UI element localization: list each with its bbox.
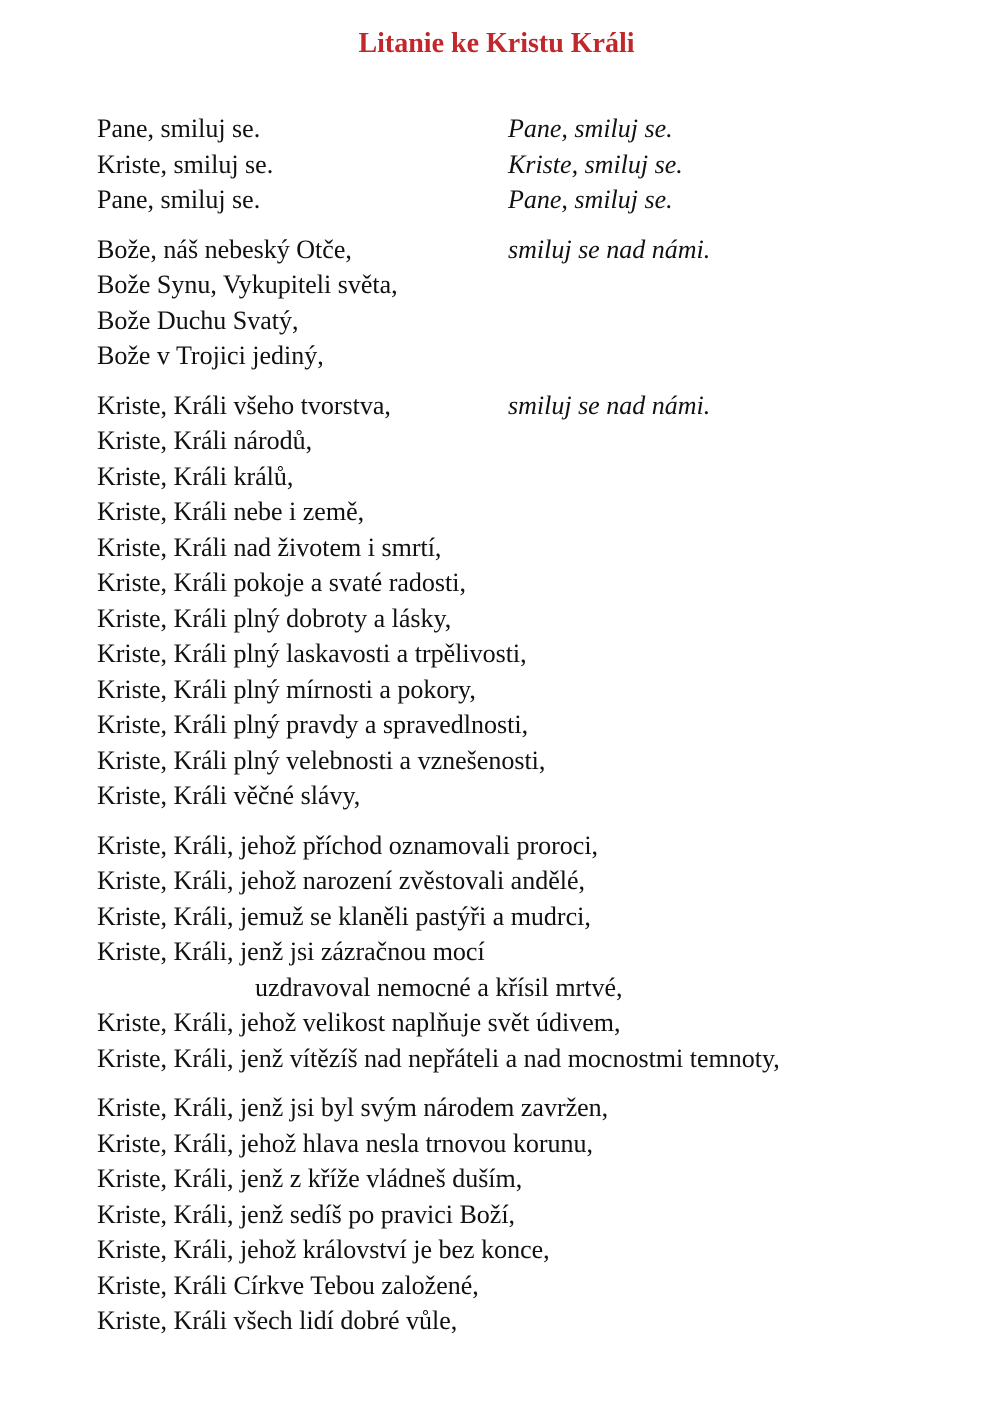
litany-response: Kriste, smiluj se. — [508, 149, 683, 179]
litany-line — [97, 636, 963, 672]
litany-call: Kriste, Králi pokoje a svaté radosti, — [97, 568, 466, 597]
litany-line — [97, 1005, 963, 1041]
litany-line — [97, 565, 963, 601]
litany-text — [0, 111, 993, 1339]
litany-line — [97, 182, 963, 218]
litany-line — [97, 1197, 963, 1233]
litany-block — [97, 388, 963, 814]
litany-call: Kriste, Králi věčné slávy, — [97, 781, 361, 810]
litany-line — [97, 778, 963, 814]
litany-block — [97, 111, 963, 218]
litany-call: Kriste, Králi, jenž sedíš po pravici Boží, — [97, 1199, 516, 1229]
litany-response: Pane, smiluj se. — [508, 114, 673, 143]
litany-call: Kriste, Králi, jehož velikost naplňuje svět údivem, — [97, 1008, 621, 1037]
litany-line — [97, 1232, 963, 1268]
litany-call: Bože, náš nebeský Otče, — [97, 234, 352, 264]
litany-line — [97, 1126, 963, 1162]
litany-line — [97, 459, 963, 495]
litany-call: Kriste, Králi plný laskavosti a trpělivosti, — [97, 639, 527, 668]
litany-line — [97, 423, 963, 459]
litany-call: Bože v Trojici jediný, — [97, 341, 324, 370]
litany-line — [97, 147, 963, 183]
litany-line — [97, 899, 963, 935]
litany-line — [97, 530, 963, 566]
litany-call: Kriste, Králi plný velebnosti a vznešenosti, — [97, 745, 546, 775]
litany-line — [97, 934, 963, 970]
litany-block — [97, 828, 963, 1077]
litany-line — [97, 828, 963, 864]
litany-call: Kriste, Králi plný pravdy a spravedlnosti, — [97, 710, 529, 739]
litany-block — [97, 232, 963, 374]
litany-line — [97, 1303, 963, 1339]
litany-line — [97, 232, 963, 268]
litany-line — [97, 1268, 963, 1304]
litany-line — [97, 1041, 963, 1077]
litany-line — [97, 1161, 963, 1197]
litany-call: uzdravoval nemocné a křísil mrtvé, — [255, 972, 623, 1002]
litany-line — [97, 303, 963, 339]
litany-call: Bože Duchu Svatý, — [97, 305, 299, 335]
litany-call: Kriste, Králi nad životem i smrtí, — [97, 532, 442, 562]
litany-call: Kriste, Králi, jenž z kříže vládneš duším, — [97, 1164, 523, 1193]
litany-line — [97, 338, 963, 374]
litany-call: Pane, smiluj se. — [97, 185, 261, 214]
litany-line — [97, 707, 963, 743]
litany-call: Kriste, Králi, jenž vítězíš nad nepřáteli a nad mocnostmi temnoty, — [97, 1043, 780, 1073]
litany-line — [97, 388, 963, 424]
litany-call: Kriste, Králi, jehož příchod oznamovali proroci, — [97, 830, 599, 860]
litany-call: Kriste, Králi nebe i země, — [97, 497, 365, 526]
litany-line — [97, 494, 963, 530]
litany-response: Pane, smiluj se. — [508, 185, 673, 214]
litany-call: Kriste, Králi všech lidí dobré vůle, — [97, 1306, 458, 1335]
litany-line — [97, 743, 963, 779]
litany-call: Kriste, Králi, jehož hlava nesla trnovou korunu, — [97, 1128, 594, 1158]
litany-line — [97, 672, 963, 708]
litany-call: Kriste, Králi, jemuž se klaněli pastýři a mudrci, — [97, 901, 591, 931]
litany-call: Kriste, Králi, jehož narození zvěstovali andělé, — [97, 866, 586, 895]
litany-call: Kriste, Králi králů, — [97, 461, 294, 491]
litany-block — [97, 1090, 963, 1339]
page-title: Litanie ke Kristu Králi — [358, 28, 635, 59]
litany-call: Kriste, Králi, jenž jsi byl svým národem zavržen, — [97, 1093, 609, 1122]
litany-line — [97, 1090, 963, 1126]
litany-call: Kriste, Králi národů, — [97, 426, 313, 455]
litany-line — [97, 601, 963, 637]
litany-call: Bože Synu, Vykupiteli světa, — [97, 270, 398, 299]
litany-call: Kriste, Králi plný dobroty a lásky, — [97, 603, 452, 633]
litany-call: Kriste, smiluj se. — [97, 149, 274, 179]
litany-call: Kriste, Králi všeho tvorstva, — [97, 390, 391, 420]
litany-call: Pane, smiluj se. — [97, 114, 261, 143]
litany-call: Kriste, Králi Církve Tebou založené, — [97, 1270, 479, 1300]
litany-line — [97, 111, 963, 147]
litany-response: smiluj se nad námi. — [508, 390, 711, 420]
litany-line — [97, 267, 963, 303]
litany-response: smiluj se nad námi. — [508, 234, 711, 264]
litany-call: Kriste, Králi plný mírnosti a pokory, — [97, 674, 476, 704]
litany-call: Kriste, Králi, jehož království je bez konce, — [97, 1235, 550, 1264]
litany-line — [97, 970, 963, 1006]
litany-line — [97, 863, 963, 899]
litany-call: Kriste, Králi, jenž jsi zázračnou mocí — [97, 937, 485, 966]
